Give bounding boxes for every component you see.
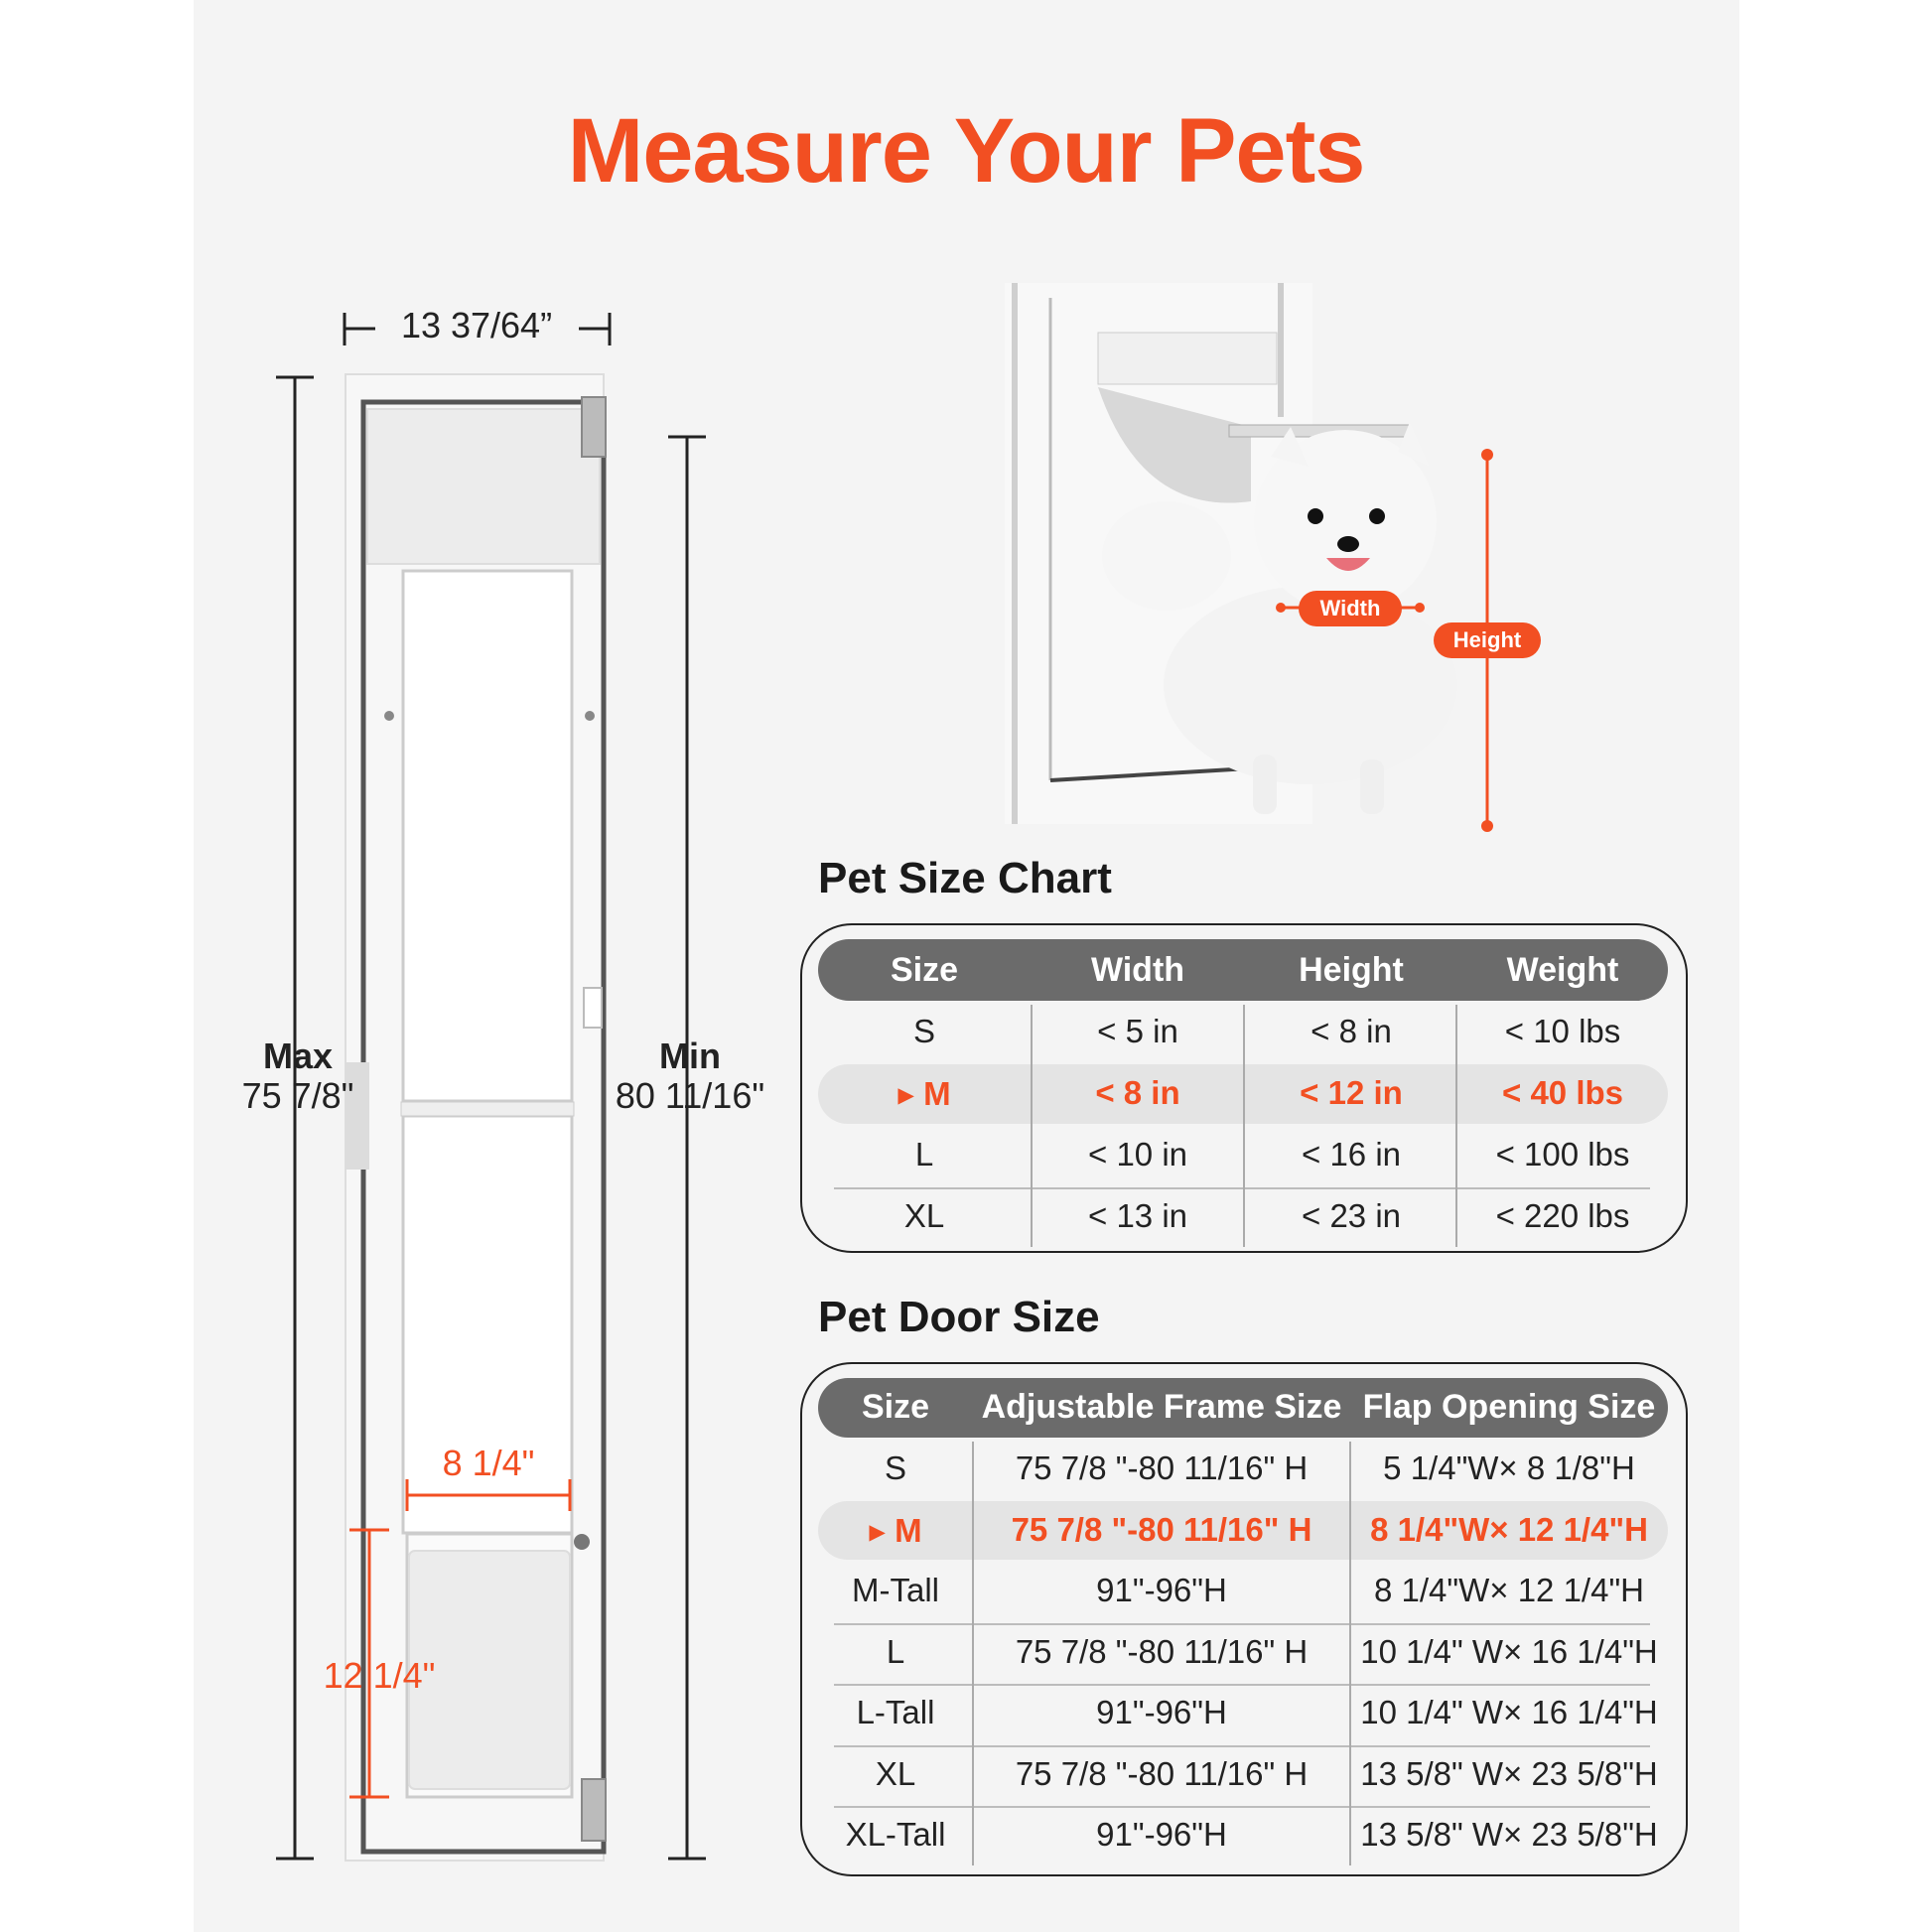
pet_size_chart-cell: < 40 lbs bbox=[1502, 1074, 1623, 1111]
pet_door_size-header-cell: Size bbox=[861, 1388, 930, 1426]
pet_door_size-header-cell: Flap Opening Size bbox=[1362, 1388, 1656, 1426]
max-value: 75 7/8" bbox=[241, 1075, 354, 1116]
pet_door_size-cell: 91"-96"H bbox=[1096, 1572, 1227, 1608]
flap-height-label: 12 1/4" bbox=[323, 1655, 436, 1696]
min-value: 80 11/16" bbox=[615, 1075, 765, 1116]
pet_size_chart-cell: < 16 in bbox=[1302, 1136, 1401, 1173]
pet_size_chart-cell: XL bbox=[903, 1197, 945, 1234]
flap-width-label: 8 1/4" bbox=[442, 1443, 535, 1483]
pet_door_size-cell: XL-Tall bbox=[845, 1816, 946, 1853]
pet_size_chart-cell: < 12 in bbox=[1300, 1074, 1403, 1111]
pet_size_chart-cell: S bbox=[912, 1013, 935, 1049]
pet_door_size-cell: 13 5/8" W× 23 5/8"H bbox=[1360, 1816, 1658, 1853]
pet_size_chart-column-divider bbox=[1031, 1005, 1033, 1247]
pet-door-size-table bbox=[800, 1362, 1688, 1876]
min-title: Min bbox=[659, 1035, 721, 1076]
door-width-label: 13 37/64” bbox=[400, 305, 553, 345]
pet_door_size-cell: L bbox=[886, 1632, 905, 1670]
pet_door_size-column-divider bbox=[972, 1442, 974, 1865]
pet_size_chart-cell: L bbox=[914, 1136, 934, 1173]
pet_size_chart-header-cell: Size bbox=[890, 951, 959, 989]
page-title: Measure Your Pets bbox=[567, 100, 1365, 202]
pet_size_chart-cell: < 10 in bbox=[1088, 1136, 1187, 1173]
pet_size_chart-cell: < 8 in bbox=[1095, 1074, 1180, 1111]
pet_door_size-row-divider bbox=[834, 1745, 1650, 1747]
pet_door_size-cell: 75 7/8 "-80 11/16" H bbox=[1011, 1510, 1312, 1548]
pet-door-size-title: Pet Door Size bbox=[818, 1293, 1100, 1341]
pet_size_chart-header-cell: Width bbox=[1090, 951, 1185, 989]
pet_size_chart-cell: < 10 lbs bbox=[1504, 1013, 1621, 1049]
pet_door_size-cell: L-Tall bbox=[856, 1694, 935, 1730]
pet_size_chart-cell: < 5 in bbox=[1097, 1013, 1178, 1049]
pet_size_chart-column-divider bbox=[1455, 1005, 1457, 1247]
width-badge: Width bbox=[1299, 591, 1402, 626]
pet_door_size-header-cell: Adjustable Frame Size bbox=[981, 1388, 1342, 1426]
pet_size_chart-header-cell: Height bbox=[1299, 951, 1404, 989]
pet_door_size-row-divider bbox=[834, 1806, 1650, 1808]
pet_size_chart-cell: < 100 lbs bbox=[1495, 1136, 1630, 1173]
pet_door_size-cell: 5 1/4"W× 8 1/8"H bbox=[1383, 1449, 1635, 1486]
pet-size-chart-title: Pet Size Chart bbox=[818, 854, 1112, 902]
pet_door_size-row-divider bbox=[834, 1684, 1650, 1686]
pet_door_size-cell: ▸ M bbox=[869, 1511, 922, 1549]
max-title: Max bbox=[262, 1035, 334, 1076]
pet_door_size-cell: 75 7/8 "-80 11/16" H bbox=[1015, 1632, 1309, 1670]
pet_door_size-cell: S bbox=[884, 1449, 906, 1486]
pet_size_chart-cell: ▸ M bbox=[897, 1075, 951, 1112]
pet_door_size-cell: 91"-96"H bbox=[1096, 1694, 1227, 1730]
pet_size_chart-header-cell: Weight bbox=[1506, 951, 1619, 989]
pet_size_chart-cell: < 8 in bbox=[1311, 1013, 1392, 1049]
pet_door_size-column-divider bbox=[1349, 1442, 1351, 1865]
pet_size_chart-cell: < 13 in bbox=[1088, 1197, 1187, 1234]
pet_size_chart-row-divider bbox=[834, 1187, 1650, 1189]
pet_door_size-cell: XL bbox=[875, 1754, 916, 1792]
pet_door_size-cell: 10 1/4" W× 16 1/4"H bbox=[1360, 1632, 1658, 1670]
pet_door_size-cell: 13 5/8" W× 23 5/8"H bbox=[1360, 1754, 1658, 1792]
pet_door_size-cell: 8 1/4"W× 12 1/4"H bbox=[1374, 1572, 1644, 1608]
pet_door_size-row-divider bbox=[834, 1623, 1650, 1625]
pet_size_chart-column-divider bbox=[1243, 1005, 1245, 1247]
pet_door_size-cell: M-Tall bbox=[852, 1572, 939, 1608]
pet_door_size-cell: 75 7/8 "-80 11/16" H bbox=[1015, 1754, 1309, 1792]
pet_size_chart-cell: < 220 lbs bbox=[1495, 1197, 1630, 1234]
height-badge: Height bbox=[1434, 622, 1541, 658]
pet_size_chart-cell: < 23 in bbox=[1302, 1197, 1401, 1234]
pet_door_size-cell: 91"-96"H bbox=[1096, 1816, 1227, 1853]
pet_door_size-cell: 8 1/4"W× 12 1/4"H bbox=[1370, 1510, 1648, 1548]
pet_door_size-cell: 10 1/4" W× 16 1/4"H bbox=[1360, 1694, 1658, 1730]
pet_door_size-cell: 75 7/8 "-80 11/16" H bbox=[1015, 1449, 1309, 1486]
